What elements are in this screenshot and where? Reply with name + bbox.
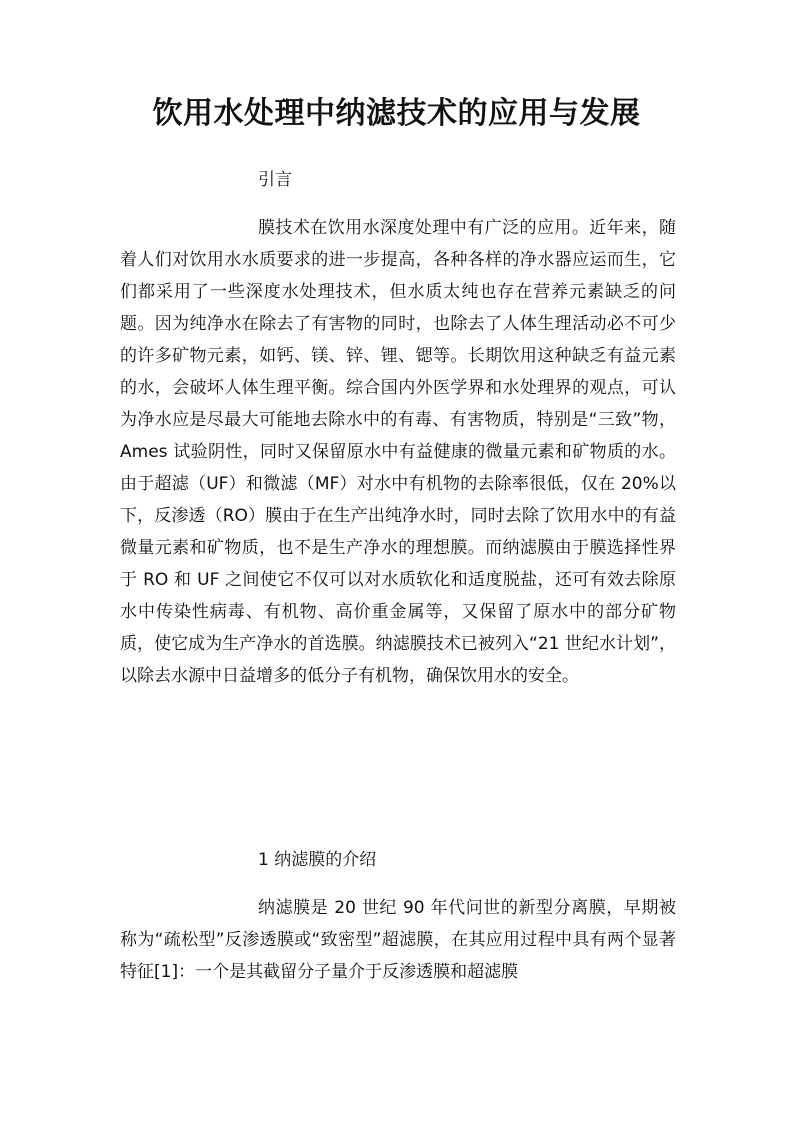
section-heading-nanofiltration-intro: 1 纳滤膜的介绍 — [258, 850, 377, 870]
paragraph-introduction: 膜技术在饮用水深度处理中有广泛的应用。近年来，随着人们对饮用水水质要求的进一步提高，各种各样的净水器应运而生，它们都采用了一些深度水处理技术，但水质太纯也存在营养元素缺乏的问题。因为纯净水在除去了有害物的同时，也除去了人体生理活动必不可少的许多矿物元素，如钙、镁、锌、锂、锶等。长期饮用这种缺乏有益元素的水，会破坏人体生理平衡。综合国内外医学界和水处理界的观点，可认为净水应是尽最大可能地去除水中的有毒、有害物质，特别是“三致”物，Ames 试验阴性，同时又保留原水中有益健康的微量元素和矿物质的水。由于超滤（UF）和微滤（MF）对水中有机物的去除率很低，仅在 20%以下，反渗透（RO）膜由于在生产出纯净水时，同时去除了饮用水中的有益微量元素和矿物质，也不是生产净水的理想膜。而纳滤膜由于膜选择性界于 RO 和 UF 之间使它不仅可以对水质软化和适度脱盐，还可有效去除原水中传染性病毒、有机物、高价重金属等，又保留了原水中的部分矿物质，使它成为生产净水的首选膜。纳滤膜技术已被列入“21 世纪水计划”，以除去水源中日益增多的低分子有机物，确保饮用水的安全。 — [120, 218, 676, 686]
document-title: 饮用水处理中纳滤技术的应用与发展 — [152, 96, 641, 131]
paragraph-nanofiltration-intro: 纳滤膜是 20 世纪 90 年代问世的新型分离膜，早期被称为“疏松型”反渗透膜或“致密型”超滤膜，在其应用过程中具有两个显著特征[1]：一个是其截留分子量介于反渗透膜和超滤膜 — [120, 898, 676, 982]
section-heading-introduction: 引言 — [258, 170, 292, 190]
